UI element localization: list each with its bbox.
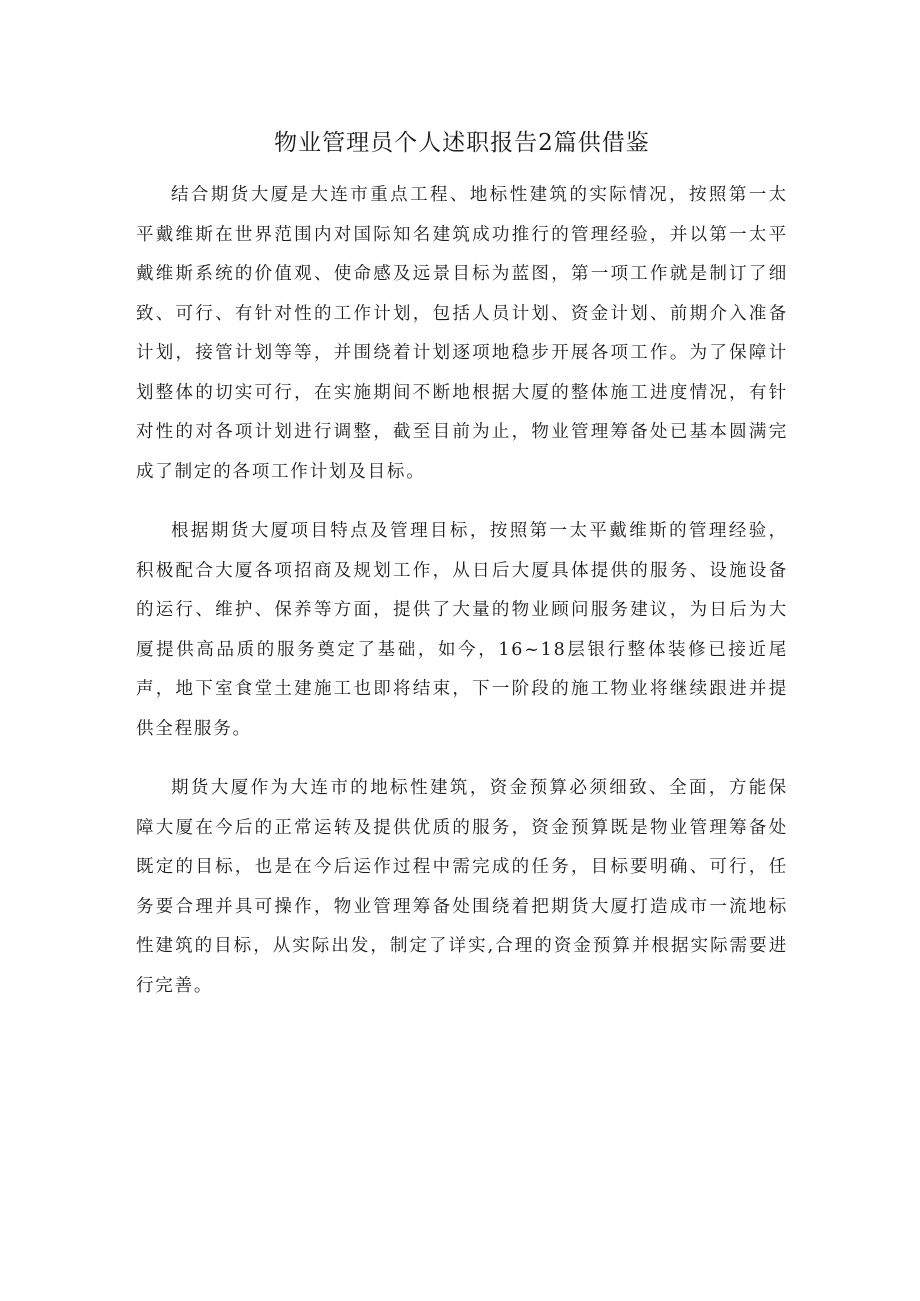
document-page	[136, 118, 788, 1026]
paragraph-3: 期货大厦作为大连市的地标性建筑，资金预算必须细致、全面，方能保障大厦在今后的正常运转及提供优质的服务，资金预算既是物业管理筹备处既定的目标，也是在今后运作过程中需完成的任务，目标要明确、可行，任务要合理并具可操作，物业管理筹备处围绕着把期货大厦打造成市一流地标性建筑的目标，从实际出发，制定了详实,合理的资金预算并根据实际需要进行完善。	[136, 778, 788, 996]
paragraph-2: 根据期货大厦项目特点及管理目标，按照第一太平戴维斯的管理经验，积极配合大厦各项招商及规划工作，从日后大厦具体提供的服务、设施设备的运行、维护、保养等方面，提供了大量的物业顾问服务建议，为日后为大厦提供高品质的服务奠定了基础，如今，16~18层银行整体装修已接近尾声，地下室食堂土建施工也即将结束，下一阶段的施工物业将继续跟进并提供全程服务。	[136, 521, 788, 739]
paragraph-1: 结合期货大厦是大连市重点工程、地标性建筑的实际情况，按照第一太平戴维斯在世界范围内对国际知名建筑成功推行的管理经验，并以第一太平戴维斯系统的价值观、使命感及远景目标为蓝图，第一项工作就是制订了细致、可行、有针对性的工作计划，包括人员计划、资金计划、前期介入准备计划，接管计划等等，并围绕着计划逐项地稳步开展各项工作。为了保障计划整体的切实可行，在实施期间不断地根据大厦的整体施工进度情况，有针对性的对各项计划进行调整，截至目前为止，物业管理筹备处已基本圆满完成了制定的各项工作计划及目标。	[136, 185, 788, 482]
document-title: 物业管理员个人述职报告2篇供借鉴	[274, 130, 650, 156]
